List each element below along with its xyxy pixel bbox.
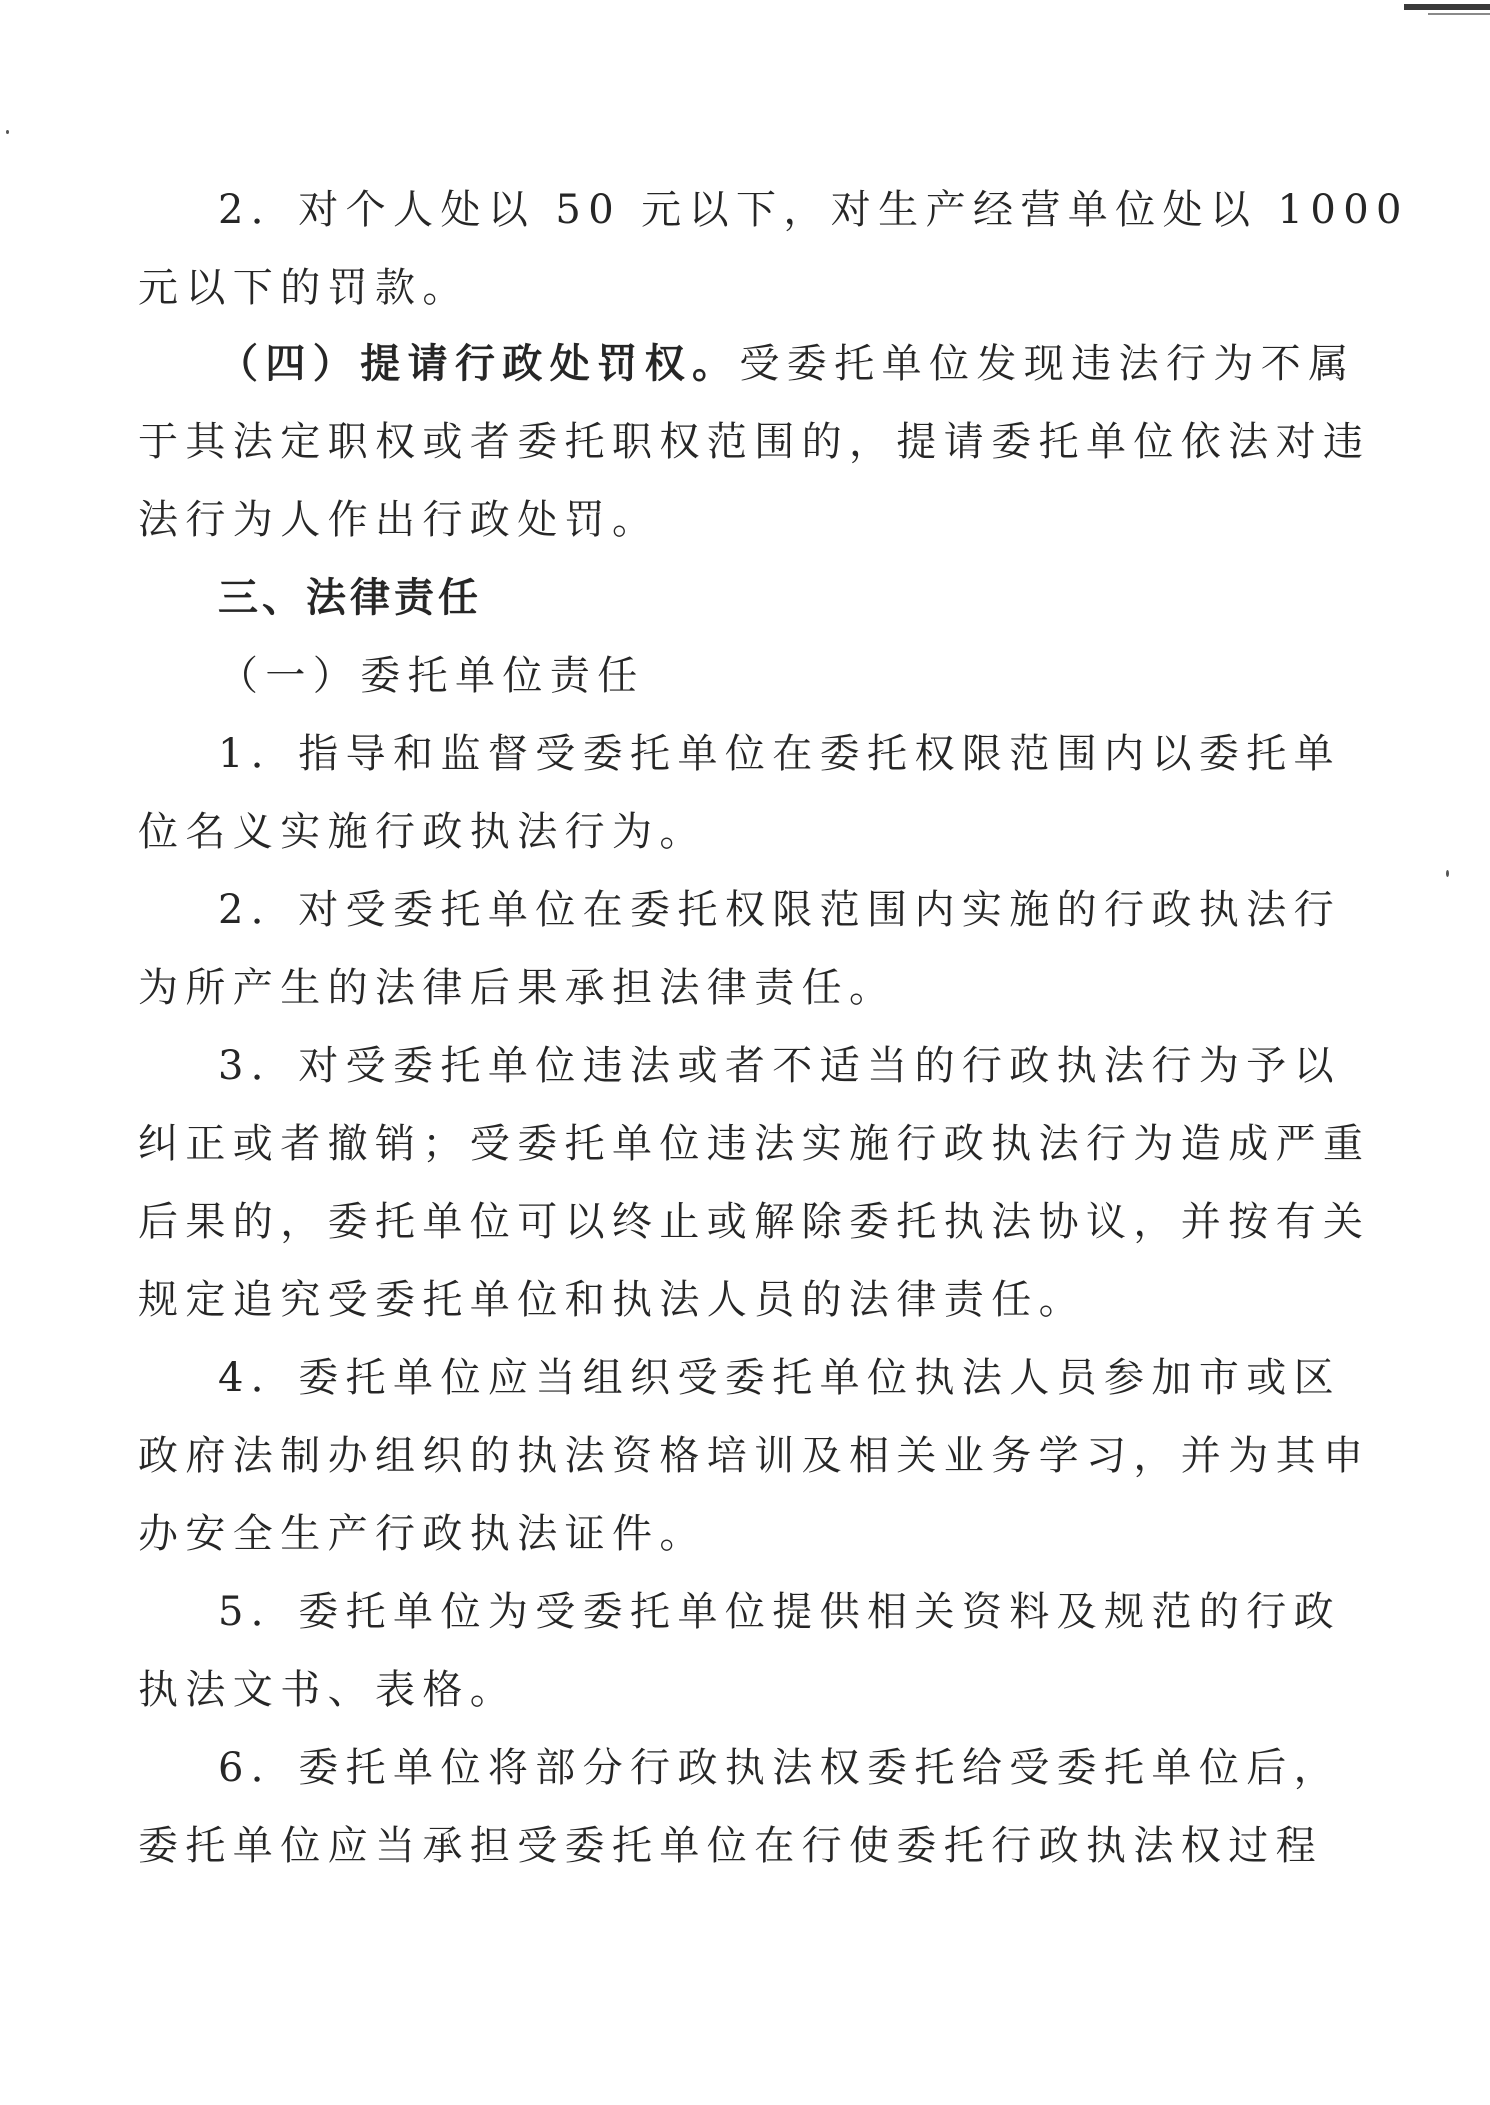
paragraph-text: 受委托单位发现违法行为不属 <box>739 341 1356 387</box>
paragraph-line: 规定追究受委托单位和执法人员的法律责任。 <box>138 1277 1086 1323</box>
paragraph-line: 元以下的罚款。 <box>138 265 470 311</box>
scan-edge-mark <box>1404 4 1490 10</box>
paragraph-line: 6．委托单位将部分行政执法权委托给受委托单位后， <box>218 1745 1342 1791</box>
paragraph-line: 法行为人作出行政处罚。 <box>138 497 660 543</box>
paragraph-line: 5．委托单位为受委托单位提供相关资料及规范的行政 <box>218 1589 1342 1635</box>
paragraph-line <box>218 338 1356 390</box>
paragraph-line: 后果的，委托单位可以终止或解除委托执法协议，并按有关 <box>138 1199 1371 1245</box>
paragraph-line: 执法文书、表格。 <box>138 1667 518 1713</box>
paragraph-line: 于其法定职权或者委托职权范围的，提请委托单位依法对违 <box>138 419 1371 465</box>
section-subheading: （四）提请行政处罚权。 <box>218 340 740 387</box>
scan-speck <box>1446 870 1449 877</box>
paragraph-line: 1．指导和监督受委托单位在委托权限范围内以委托单 <box>218 731 1342 777</box>
paragraph-line: 办安全生产行政执法证件。 <box>138 1511 707 1557</box>
paragraph-line: 4．委托单位应当组织受委托单位执法人员参加市或区 <box>218 1355 1342 1401</box>
paragraph-line: 位名义实施行政执法行为。 <box>138 809 707 855</box>
subsection-heading: （一）委托单位责任 <box>218 653 645 699</box>
paragraph-line: 2．对个人处以 50 元以下，对生产经营单位处以 1000 <box>218 187 1409 233</box>
paragraph-line: 为所产生的法律后果承担法律责任。 <box>138 965 897 1011</box>
section-heading: 三、法律责任 <box>218 575 482 621</box>
scan-speck <box>6 130 9 134</box>
paragraph-line: 委托单位应当承担受委托单位在行使委托行政执法权过程 <box>138 1823 1323 1869</box>
paragraph-line: 3．对受委托单位违法或者不适当的行政执法行为予以 <box>218 1043 1342 1089</box>
paragraph-line: 政府法制办组织的执法资格培训及相关业务学习，并为其申 <box>138 1433 1371 1479</box>
paragraph-line: 2．对受委托单位在委托权限范围内实施的行政执法行 <box>218 887 1342 933</box>
scan-edge-mark-secondary <box>1428 13 1490 15</box>
paragraph-line: 纠正或者撤销；受委托单位违法实施行政执法行为造成严重 <box>138 1121 1371 1167</box>
